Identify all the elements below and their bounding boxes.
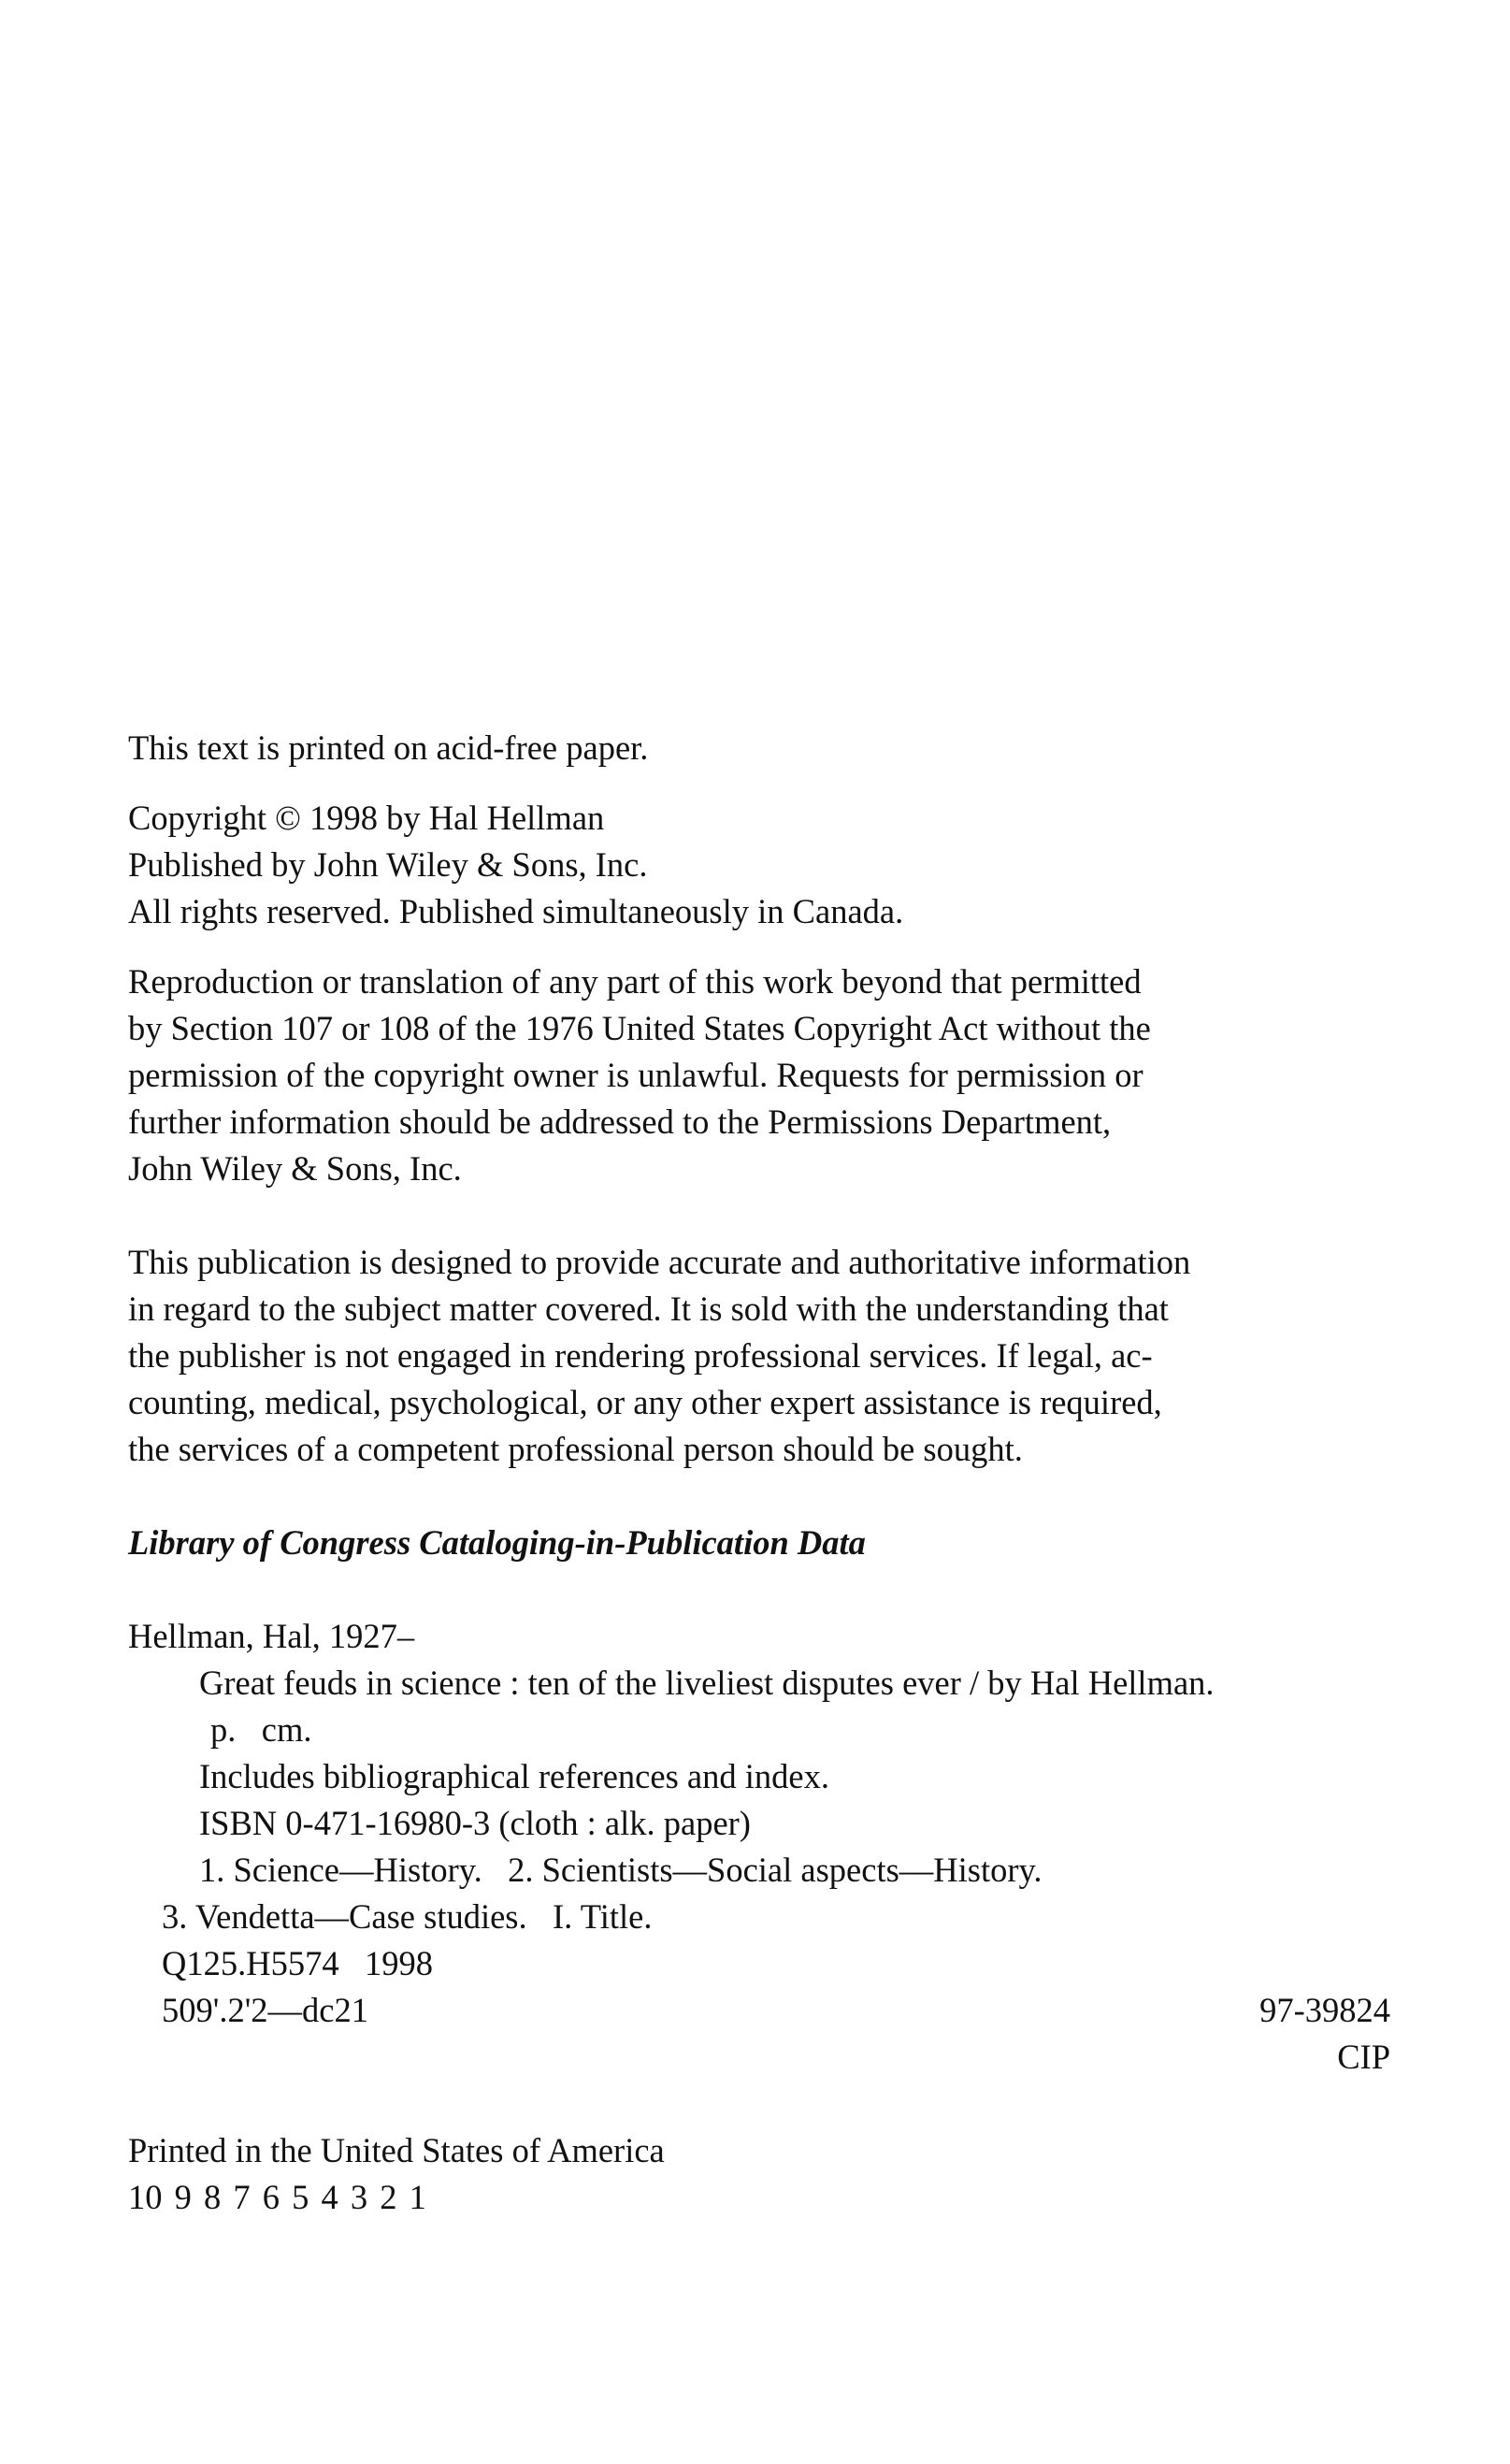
reproduction-line: further information should be addressed to the Permissions Department,	[128, 1102, 1112, 1141]
cip-isbn: ISBN 0-471-16980-3 (cloth : alk. paper)	[199, 1804, 751, 1842]
rights-line: All rights reserved. Published simultaneously in Canada.	[128, 892, 904, 930]
reproduction-line: Reproduction or translation of any part of this work beyond that permitted	[128, 962, 1142, 1001]
publisher-line: Published by John Wiley & Sons, Inc.	[128, 845, 648, 884]
cip-subjects: 3. Vendetta—Case studies. I. Title.	[162, 1897, 653, 1936]
reproduction-line: John Wiley & Sons, Inc.	[128, 1149, 462, 1188]
disclaimer-line: This publication is designed to provide accurate and authoritative information	[128, 1243, 1191, 1281]
disclaimer-line: in regard to the subject matter covered. It is sold with the understanding that	[128, 1290, 1169, 1328]
cip-author: Hellman, Hal, 1927–	[128, 1617, 415, 1655]
cip-notes: Includes bibliographical references and index.	[199, 1757, 829, 1795]
cip-subjects: 1. Science—History. 2. Scientists—Social aspects—History.	[199, 1851, 1043, 1889]
cip-physical: p. cm.	[210, 1710, 312, 1749]
cip-mark: CIP	[1337, 2038, 1390, 2076]
cip-lccn: 97-39824	[1259, 1991, 1390, 2029]
cip-title: Great feuds in science : ten of the liveliest disputes ever / by Hal Hellman.	[199, 1664, 1215, 1702]
reproduction-line: by Section 107 or 108 of the 1976 United States Copyright Act without the	[128, 1009, 1151, 1047]
printed-in: Printed in the United States of America	[128, 2131, 665, 2169]
cip-heading: Library of Congress Cataloging-in-Publication Data	[128, 1523, 866, 1562]
cip-lc-class: Q125.H5574 1998	[162, 1944, 433, 1982]
cip-dewey: 509'.2'2—dc21	[162, 1991, 368, 2029]
reproduction-line: permission of the copyright owner is unlawful. Requests for permission or	[128, 1056, 1143, 1094]
copyright-page	[128, 0, 1390, 2464]
disclaimer-line: the publisher is not engaged in rendering professional services. If legal, ac-	[128, 1336, 1153, 1375]
disclaimer-line: the services of a competent professional person should be sought.	[128, 1430, 1023, 1468]
disclaimer-line: counting, medical, psychological, or any other expert assistance is required,	[128, 1383, 1162, 1421]
printing-number-line: 10 9 8 7 6 5 4 3 2 1	[128, 2178, 426, 2216]
acid-free-notice: This text is printed on acid-free paper.	[128, 728, 649, 767]
copyright-line: Copyright © 1998 by Hal Hellman	[128, 799, 605, 837]
